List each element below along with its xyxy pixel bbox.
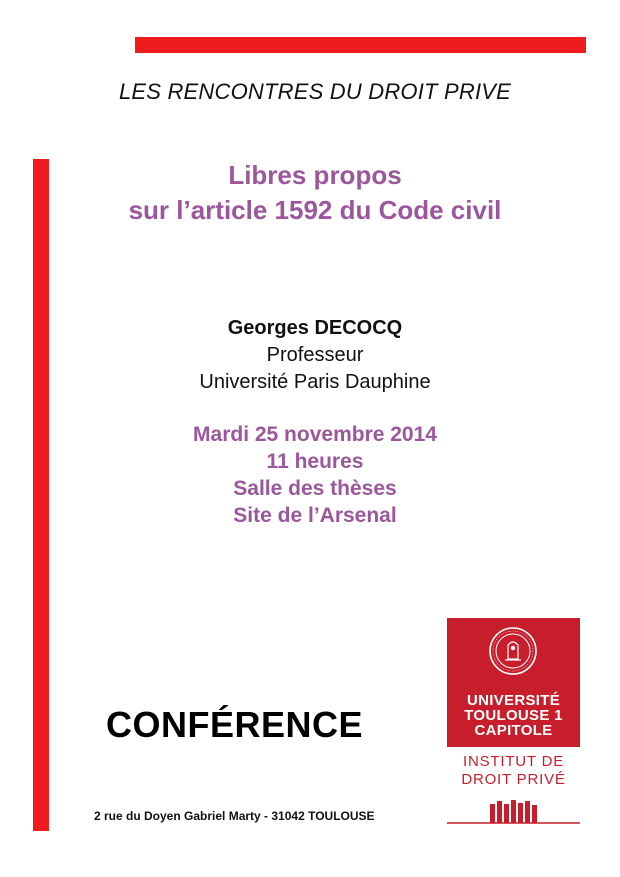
event-time: 11 heures	[266, 450, 364, 473]
top-red-bar	[135, 37, 586, 53]
speaker-block	[60, 315, 570, 396]
event-site: Site de l’Arsenal	[233, 504, 397, 527]
left-red-bar	[33, 159, 49, 831]
speaker-name: Georges DECOCQ	[227, 317, 403, 339]
logo-line-2: TOULOUSE 1	[464, 707, 563, 724]
books-icon	[447, 798, 580, 826]
logo-institute-line-2: DROIT PRIVÉ	[461, 771, 566, 788]
logo-university-name	[447, 693, 580, 738]
event-details	[60, 421, 570, 529]
logo-institute-name	[447, 753, 580, 789]
speaker-role: Professeur	[266, 344, 364, 366]
logo-red-panel	[447, 618, 580, 747]
logo-institute-line-1: INSTITUT DE	[462, 753, 565, 770]
talk-title	[60, 158, 570, 228]
logo-line-3: CAPITOLE	[474, 722, 553, 739]
talk-title-line-1: Libres propos	[228, 160, 402, 190]
talk-title-line-2: sur l’article 1592 du Code civil	[128, 195, 502, 225]
university-logo	[447, 618, 580, 828]
logo-line-1: UNIVERSITÉ	[466, 692, 560, 709]
conference-label: CONFÉRENCE	[106, 704, 364, 745]
speaker-affiliation: Université Paris Dauphine	[199, 371, 431, 393]
university-seal-icon	[488, 626, 538, 676]
event-room: Salle des thèses	[233, 477, 397, 500]
event-date: Mardi 25 novembre 2014	[193, 423, 437, 446]
address: 2 rue du Doyen Gabriel Marty - 31042 TOULOUSE	[94, 809, 375, 823]
series-title: LES RENCONTRES DU DROIT PRIVE	[118, 79, 512, 104]
